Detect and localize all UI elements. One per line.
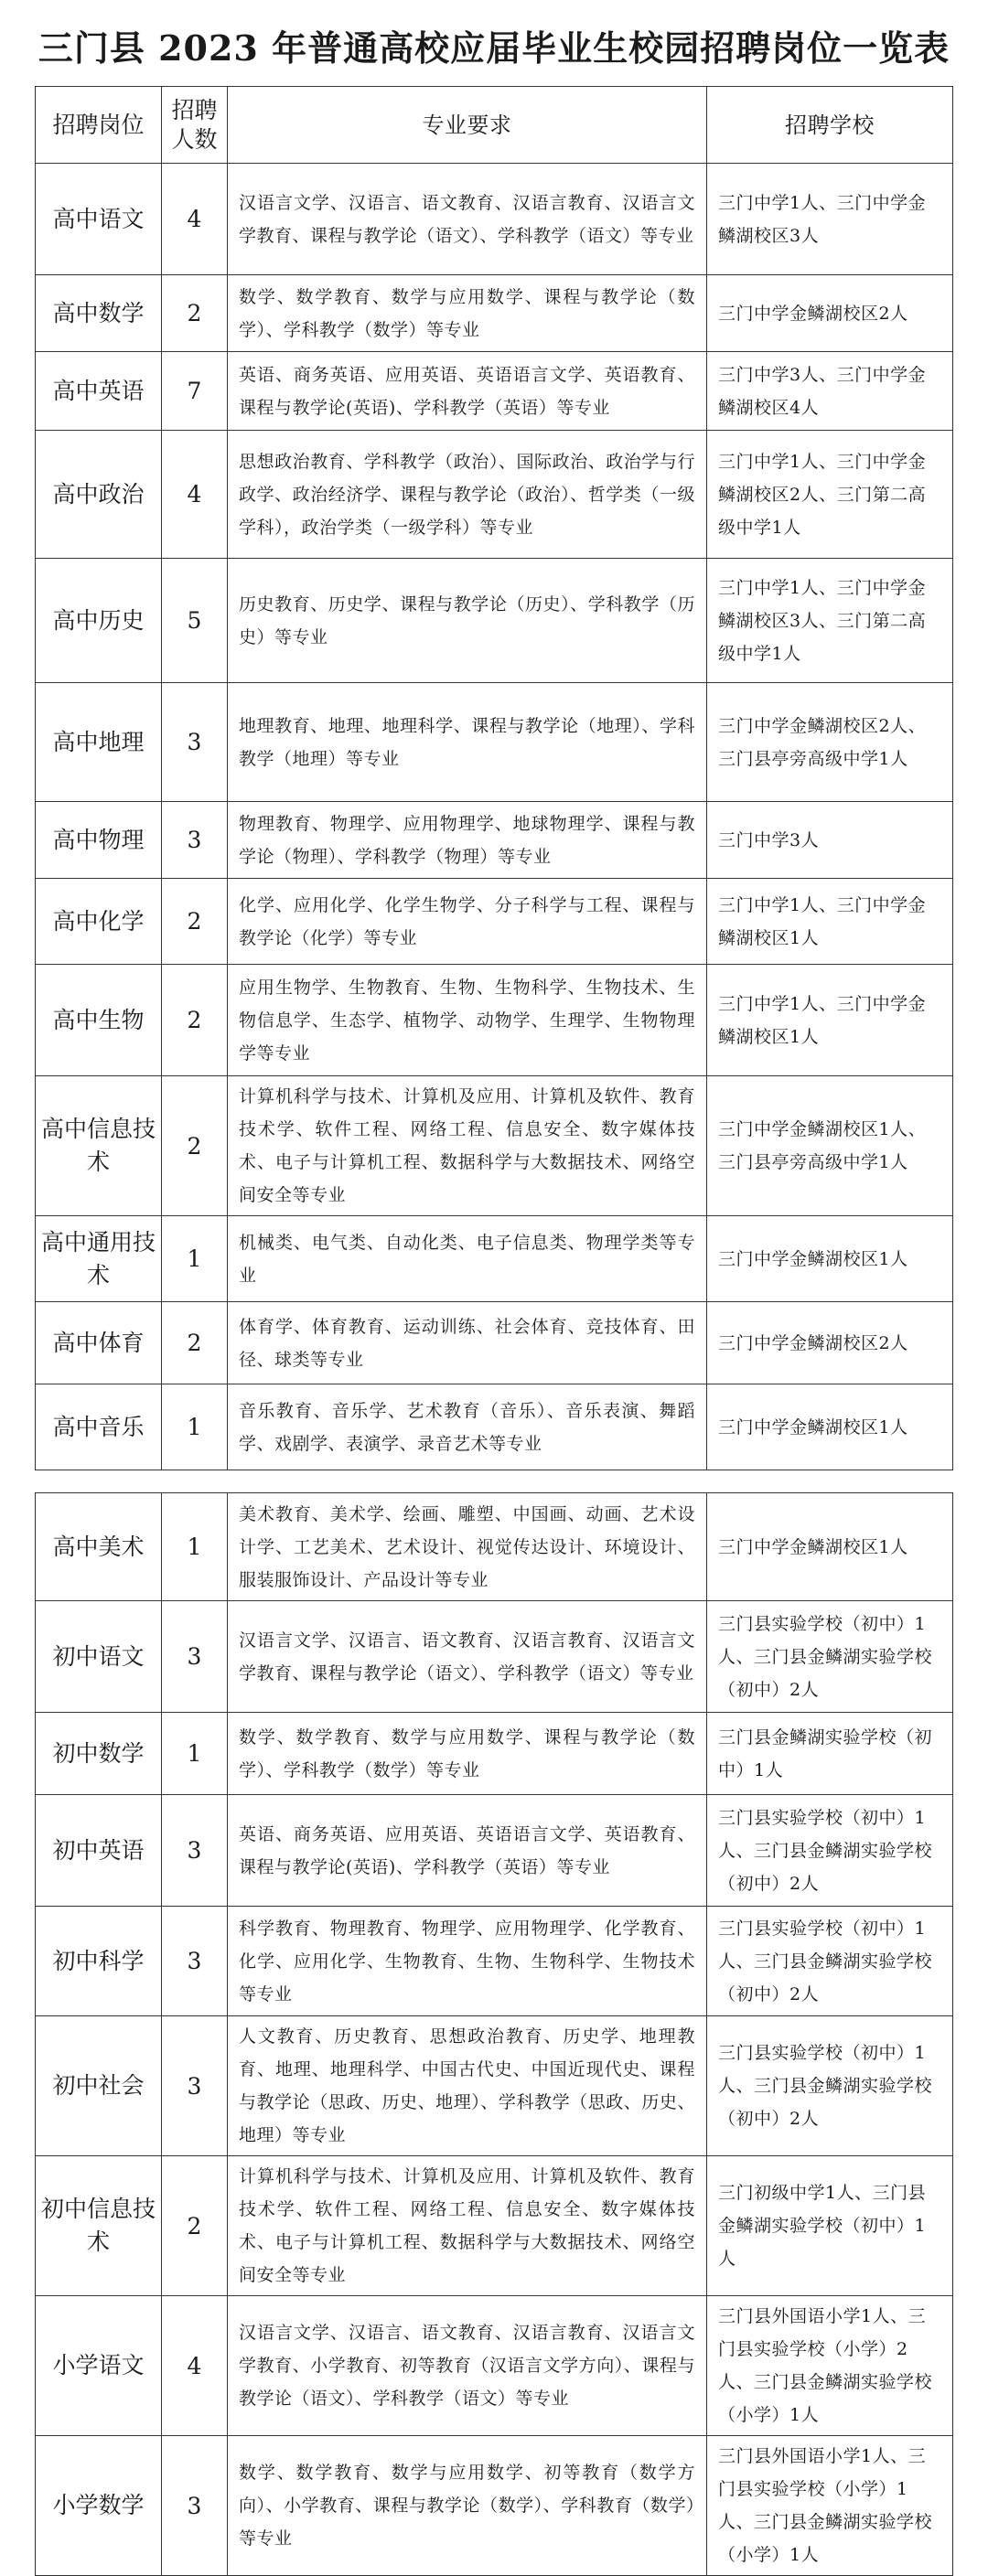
cell-school: 三门中学1人、三门中学金鳞湖校区1人 xyxy=(707,965,953,1076)
table-row xyxy=(36,1302,953,1384)
cell-count: 2 xyxy=(162,1076,228,1216)
cell-count: 3 xyxy=(162,802,228,879)
cell-school: 三门初级中学1人、三门县金鳞湖实验学校（初中）1人 xyxy=(707,2156,953,2296)
header-position: 招聘岗位 xyxy=(36,87,162,164)
table-row xyxy=(36,1216,953,1302)
table-row xyxy=(36,1384,953,1470)
cell-school: 三门中学金鳞湖校区2人、三门县亭旁高级中学1人 xyxy=(707,683,953,802)
cell-school: 三门中学1人、三门中学金鳞湖校区3人、三门第二高级中学1人 xyxy=(707,559,953,683)
cell-count: 1 xyxy=(162,1216,228,1302)
cell-major: 数学、数学教育、数学与应用数学、初等教育（数学方向）、小学教育、课程与教学论（数学）、学科教育（数学）等专业 xyxy=(228,2436,707,2576)
cell-count: 3 xyxy=(162,1795,228,1907)
table-row xyxy=(36,559,953,683)
table-row xyxy=(36,2016,953,2156)
header-count: 招聘人数 xyxy=(162,87,228,164)
cell-position: 高中体育 xyxy=(36,1302,162,1384)
cell-major: 汉语言文学、汉语言、语文教育、汉语言教育、汉语言文学教育、小学教育、初等教育（汉语言文学方向）、课程与教学论（语文）、学科教学（语文）等专业 xyxy=(228,2296,707,2436)
table-row xyxy=(36,2156,953,2296)
cell-school: 三门中学金鳞湖校区2人 xyxy=(707,275,953,352)
cell-position: 高中数学 xyxy=(36,275,162,352)
cell-count: 3 xyxy=(162,2016,228,2156)
cell-position: 初中数学 xyxy=(36,1713,162,1795)
cell-position: 小学数学 xyxy=(36,2436,162,2576)
cell-school: 三门县实验学校（初中）1人、三门县金鳞湖实验学校（初中）2人 xyxy=(707,1795,953,1907)
cell-count: 3 xyxy=(162,2436,228,2576)
cell-count: 3 xyxy=(162,1601,228,1713)
cell-major: 汉语言文学、汉语言、语文教育、汉语言教育、汉语言文学教育、课程与教学论（语文）、学科教学（语文）等专业 xyxy=(228,1601,707,1713)
cell-school: 三门中学金鳞湖校区1人 xyxy=(707,1493,953,1601)
cell-position: 初中信息技术 xyxy=(36,2156,162,2296)
cell-count: 1 xyxy=(162,1493,228,1601)
cell-count: 1 xyxy=(162,1713,228,1795)
cell-school: 三门县实验学校（初中）1人、三门县金鳞湖实验学校（初中）2人 xyxy=(707,1601,953,1713)
cell-school: 三门中学1人、三门中学金鳞湖校区1人 xyxy=(707,879,953,965)
cell-school: 三门县外国语小学1人、三门县实验学校（小学）2人、三门县金鳞湖实验学校（小学）1人 xyxy=(707,2296,953,2436)
table-row xyxy=(36,965,953,1076)
cell-major: 化学、应用化学、化学生物学、分子科学与工程、课程与教学论（化学）等专业 xyxy=(228,879,707,965)
cell-major: 计算机科学与技术、计算机及应用、计算机及软件、教育技术学、软件工程、网络工程、信息安全、数字媒体技术、电子与计算机工程、数据科学与大数据技术、网络空间安全等专业 xyxy=(228,2156,707,2296)
table-row xyxy=(36,802,953,879)
recruitment-table-part-1 xyxy=(35,86,953,1470)
cell-major: 英语、商务英语、应用英语、英语语言文学、英语教育、课程与教学论(英语)、学科教学（英语）等专业 xyxy=(228,352,707,431)
table-row xyxy=(36,1713,953,1795)
cell-major: 音乐教育、音乐学、艺术教育（音乐）、音乐表演、舞蹈学、戏剧学、表演学、录音艺术等专业 xyxy=(228,1384,707,1470)
cell-position: 初中语文 xyxy=(36,1601,162,1713)
cell-school: 三门中学3人 xyxy=(707,802,953,879)
cell-school: 三门县外国语小学1人、三门县实验学校（小学）1人、三门县金鳞湖实验学校（小学）1人 xyxy=(707,2436,953,2576)
cell-major: 汉语言文学、汉语言、语文教育、汉语言教育、汉语言文学教育、课程与教学论（语文）、学科教学（语文）等专业 xyxy=(228,164,707,275)
cell-school: 三门中学金鳞湖校区1人、三门县亭旁高级中学1人 xyxy=(707,1076,953,1216)
table-row xyxy=(36,1076,953,1216)
cell-count: 3 xyxy=(162,683,228,802)
cell-count: 2 xyxy=(162,1302,228,1384)
cell-count: 4 xyxy=(162,164,228,275)
cell-school: 三门中学金鳞湖校区1人 xyxy=(707,1216,953,1302)
cell-school: 三门中学金鳞湖校区1人 xyxy=(707,1384,953,1470)
cell-major: 科学教育、物理教育、物理学、应用物理学、化学教育、化学、应用化学、生物教育、生物、生物科学、生物技术等专业 xyxy=(228,1907,707,2016)
cell-school: 三门中学3人、三门中学金鳞湖校区4人 xyxy=(707,352,953,431)
cell-position: 高中历史 xyxy=(36,559,162,683)
header-school: 招聘学校 xyxy=(707,87,953,164)
table-row xyxy=(36,352,953,431)
cell-major: 美术教育、美术学、绘画、雕塑、中国画、动画、艺术设计学、工艺美术、艺术设计、视觉传达设计、环境设计、服装服饰设计、产品设计等专业 xyxy=(228,1493,707,1601)
cell-major: 体育学、体育教育、运动训练、社会体育、竞技体育、田径、球类等专业 xyxy=(228,1302,707,1384)
cell-position: 高中生物 xyxy=(36,965,162,1076)
cell-position: 高中英语 xyxy=(36,352,162,431)
cell-major: 历史教育、历史学、课程与教学论（历史）、学科教学（历史）等专业 xyxy=(228,559,707,683)
cell-position: 高中化学 xyxy=(36,879,162,965)
cell-major: 地理教育、地理、地理科学、课程与教学论（地理）、学科教学（地理）等专业 xyxy=(228,683,707,802)
cell-major: 英语、商务英语、应用英语、英语语言文学、英语教育、课程与教学论(英语)、学科教学（英语）等专业 xyxy=(228,1795,707,1907)
cell-school: 三门县金鳞湖实验学校（初中）1人 xyxy=(707,1713,953,1795)
cell-count: 2 xyxy=(162,965,228,1076)
table-row xyxy=(36,683,953,802)
cell-position: 高中物理 xyxy=(36,802,162,879)
cell-school: 三门县实验学校（初中）1人、三门县金鳞湖实验学校（初中）2人 xyxy=(707,1907,953,2016)
cell-major: 物理教育、物理学、应用物理学、地球物理学、课程与教学论（物理）、学科教学（物理）等专业 xyxy=(228,802,707,879)
cell-position: 初中科学 xyxy=(36,1907,162,2016)
table-row xyxy=(36,431,953,559)
table-row xyxy=(36,1795,953,1907)
cell-count: 3 xyxy=(162,1907,228,2016)
cell-school: 三门中学1人、三门中学金鳞湖校区2人、三门第二高级中学1人 xyxy=(707,431,953,559)
cell-major: 数学、数学教育、数学与应用数学、课程与教学论（数学）、学科教学（数学）等专业 xyxy=(228,1713,707,1795)
table-row xyxy=(36,1493,953,1601)
cell-major: 应用生物学、生物教育、生物、生物科学、生物技术、生物信息学、生态学、植物学、动物学、生理学、生物物理学等专业 xyxy=(228,965,707,1076)
cell-count: 5 xyxy=(162,559,228,683)
cell-position: 高中信息技术 xyxy=(36,1076,162,1216)
table-row xyxy=(36,2436,953,2576)
cell-count: 4 xyxy=(162,431,228,559)
cell-major: 机械类、电气类、自动化类、电子信息类、物理学类等专业 xyxy=(228,1216,707,1302)
cell-count: 7 xyxy=(162,352,228,431)
cell-position: 高中语文 xyxy=(36,164,162,275)
cell-major: 计算机科学与技术、计算机及应用、计算机及软件、教育技术学、软件工程、网络工程、信息安全、数字媒体技术、电子与计算机工程、数据科学与大数据技术、网络空间安全等专业 xyxy=(228,1076,707,1216)
cell-school: 三门中学1人、三门中学金鳞湖校区3人 xyxy=(707,164,953,275)
table-row xyxy=(36,1907,953,2016)
table-header-row xyxy=(36,87,953,164)
cell-position: 高中地理 xyxy=(36,683,162,802)
cell-position: 高中美术 xyxy=(36,1493,162,1601)
cell-count: 4 xyxy=(162,2296,228,2436)
cell-major: 人文教育、历史教育、思想政治教育、历史学、地理教育、地理、地理科学、中国古代史、中国近现代史、课程与教学论（思政、历史、地理）、学科教学（思政、历史、地理）等专业 xyxy=(228,2016,707,2156)
table-row xyxy=(36,1601,953,1713)
header-major: 专业要求 xyxy=(228,87,707,164)
cell-count: 2 xyxy=(162,2156,228,2296)
cell-major: 数学、数学教育、数学与应用数学、课程与教学论（数学）、学科教学（数学）等专业 xyxy=(228,275,707,352)
cell-position: 小学语文 xyxy=(36,2296,162,2436)
table-row xyxy=(36,164,953,275)
cell-school: 三门中学金鳞湖校区2人 xyxy=(707,1302,953,1384)
cell-count: 1 xyxy=(162,1384,228,1470)
cell-position: 高中音乐 xyxy=(36,1384,162,1470)
cell-count: 2 xyxy=(162,275,228,352)
cell-position: 高中政治 xyxy=(36,431,162,559)
recruitment-table-part-2 xyxy=(35,1492,953,2576)
table-row xyxy=(36,275,953,352)
cell-major: 思想政治教育、学科教学（政治）、国际政治、政治学与行政学、政治经济学、课程与教学论（政治）、哲学类（一级学科），政治学类（一级学科）等专业 xyxy=(228,431,707,559)
table-row xyxy=(36,879,953,965)
cell-count: 2 xyxy=(162,879,228,965)
cell-position: 初中英语 xyxy=(36,1795,162,1907)
table-row xyxy=(36,2296,953,2436)
cell-school: 三门县实验学校（初中）1人、三门县金鳞湖实验学校（初中）2人 xyxy=(707,2016,953,2156)
page-title: 三门县 2023 年普通高校应届毕业生校园招聘岗位一览表 xyxy=(38,27,950,69)
cell-position: 初中社会 xyxy=(36,2016,162,2156)
cell-position: 高中通用技术 xyxy=(36,1216,162,1302)
